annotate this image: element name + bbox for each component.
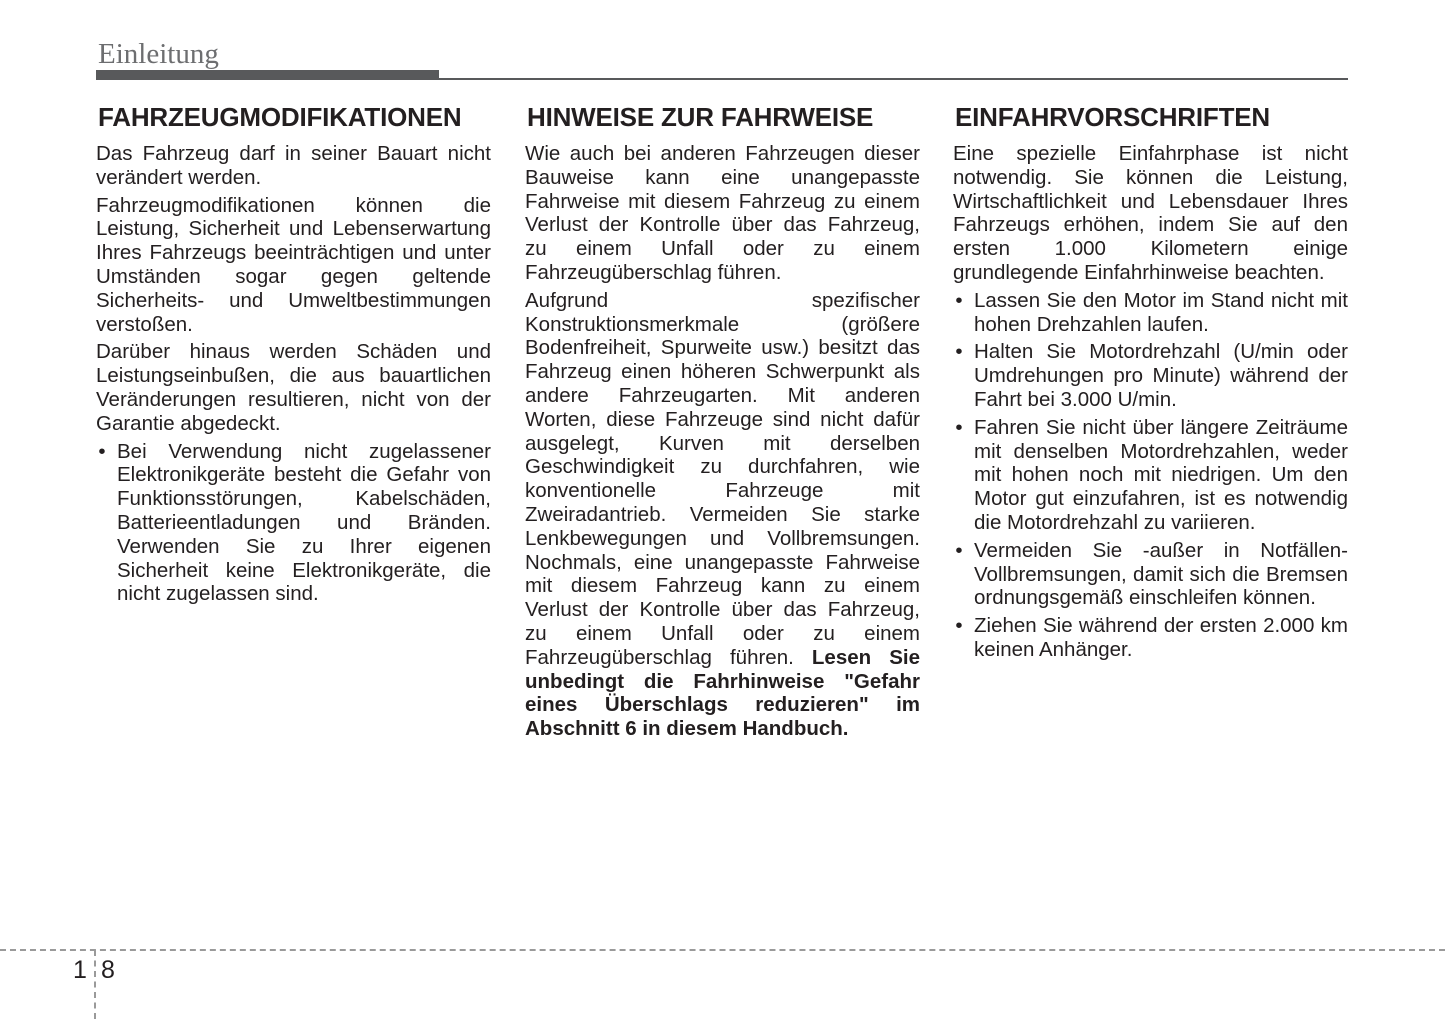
list-item-text: Halten Sie Motordrehzahl (U/min oder Umdrehungen pro Minute) während der Fahrt bei 3.000 U/min. [974, 340, 1348, 411]
heading-fahrzeugmodifikationen: FAHRZEUGMODIFIKATIONEN [98, 102, 462, 132]
bullet-list [96, 440, 491, 607]
paragraph-with-bold-note [525, 289, 920, 741]
list-item-text: Vermeiden Sie -außer in Notfällen- Vollbremsungen, damit sich die Bremsen ordnungsgemäß einschleifen können. [974, 538, 1348, 610]
paragraph: Fahrzeugmodifikationen können die Leistung, Sicherheit und Lebenserwartung Ihres Fahrzeugs beeinträchtigen und unter Umständen sogar gegen geltende Sicherheits- und Umweltbestimmungen verstoßen. [96, 193, 491, 336]
paragraph: Das Fahrzeug darf in seiner Bauart nicht verändert werden. [96, 142, 491, 189]
page-number: 8 [101, 956, 115, 984]
column-einfahrvorschriften [953, 100, 1348, 666]
column-hinweise-fahrweise [525, 100, 920, 745]
footer-dotted-rule [0, 949, 1445, 951]
bullet-icon: • [955, 538, 963, 562]
header-rule [439, 78, 1348, 80]
bullet-icon: • [955, 614, 963, 638]
bold-note: Lesen Sie unbedingt die Fahrhinweise "Gefahr eines Überschlags reduzieren" im Abschnitt 6 in diesem Handbuch. [525, 645, 920, 741]
heading-einfahrvorschriften: EINFAHRVORSCHRIFTEN [955, 102, 1270, 132]
bullet-icon: • [955, 288, 963, 312]
bullet-icon: • [955, 340, 963, 364]
list-item [96, 440, 491, 607]
paragraph: Wie auch bei anderen Fahrzeugen dieser Bauweise kann eine unangepasste Fahrweise mit diesem Fahrzeug zu einem Verlust der Kontrolle über das Fahrzeug, zu einem Unfall oder zu einem Fahrzeugüberschlag führen. [525, 142, 920, 284]
list-item [953, 289, 1348, 337]
chapter-number: 1 [73, 956, 87, 984]
bullet-icon: • [98, 439, 106, 463]
heading-hinweise-fahrweise: HINWEISE ZUR FAHRWEISE [527, 102, 874, 132]
bullet-icon: • [955, 415, 963, 439]
list-item [953, 340, 1348, 411]
paragraph: Eine spezielle Einfahrphase ist nicht notwendig. Sie können die Leistung, Wirtschaftlichkeit und Lebensdauer Ihres Fahrzeugs erhöhen, indem Sie auf den ersten 1.000 Kilometern einige grundlegende Einfahrhinweise beachten. [953, 142, 1348, 284]
paragraph: Darüber hinaus werden Schäden und Leistungseinbußen, die aus bauartlichen Veränderungen resultieren, nicht von der Garantie abgedeckt. [96, 340, 491, 435]
list-item-text: Fahren Sie nicht über längere Zeiträume mit denselben Motordrehzahlen, weder mit hohen noch mit niedrigen. Um den Motor gut einzufahren, ist es notwendig die Motordrehzahl zu variieren. [974, 415, 1348, 534]
paragraph-text: Aufgrund spezifischer Konstruktionsmerkmale (größere Bodenfreiheit, Spurweite usw.) besitzt das Fahrzeug einen höheren Schwerpunkt als andere Fahrzeugarten. Mit anderen Worten, diese Fahrzeuge sind nicht dafür ausgelegt, Kurven mit derselben Geschwindigkeit zu durchfahren, wie konventionelle Fahrzeuge mit Zweiradantrieb. Vermeiden Sie starke Lenkbewegungen und Vollbremsungen. Nochmals, eine unangepasste Fahrweise mit diesem Fahrzeug kann zu einem Verlust der Kontrolle über das Fahrzeug, zu einem Unfall oder zu einem Fahrzeugüberschlag führen. [525, 288, 920, 669]
footer-dotted-divider [94, 950, 96, 1019]
list-item [953, 539, 1348, 610]
list-item-text: Ziehen Sie während der ersten 2.000 km keinen Anhänger. [974, 614, 1348, 661]
header-bar [96, 70, 439, 80]
list-item [953, 614, 1348, 662]
list-item-text: Lassen Sie den Motor im Stand nicht mit hohen Drehzahlen laufen. [974, 288, 1348, 336]
section-title: Einleitung [98, 38, 219, 70]
bullet-list [953, 289, 1348, 662]
column-fahrzeugmodifikationen [96, 100, 491, 610]
list-item [953, 416, 1348, 535]
list-item-text: Bei Verwendung nicht zugelassener Elektronikgeräte besteht die Gefahr von Funktionsstörungen, Kabelschäden, Batterieentladungen und Bränden. Verwenden Sie zu Ihrer eigenen Sicherheit keine Elektronikgeräte, die nicht zugelassen sind. [117, 439, 491, 606]
